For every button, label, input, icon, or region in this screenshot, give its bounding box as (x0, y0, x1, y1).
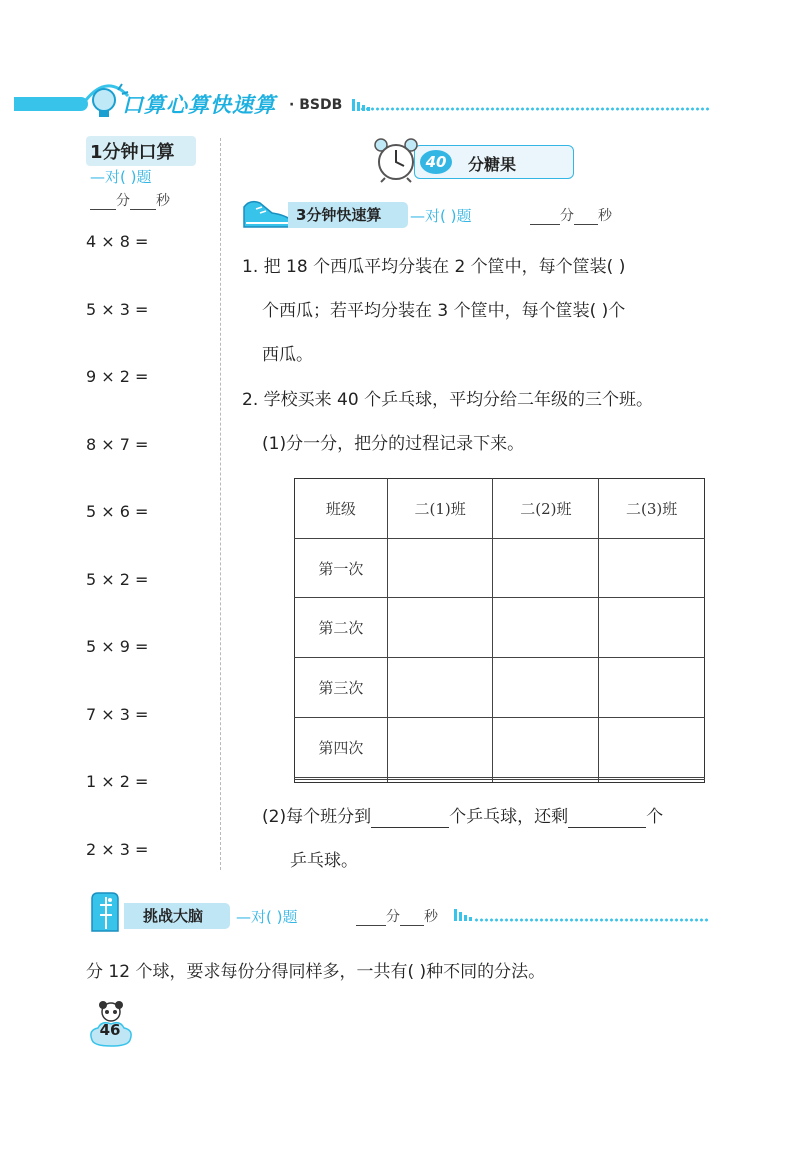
sub-2-text-c: 个 (646, 807, 664, 827)
seconds-label: 秒 (598, 208, 612, 224)
seconds-blank[interactable] (400, 925, 424, 926)
sneaker-icon (242, 193, 294, 231)
table-row-label: 第三次 (295, 658, 388, 718)
table-cell[interactable] (599, 538, 705, 598)
mental-math-problem[interactable]: 1 × 2 = (86, 772, 149, 791)
table-row-label[interactable] (295, 780, 388, 783)
section-score: —对( )题 (410, 207, 472, 225)
table-row-label: 第二次 (295, 598, 388, 658)
minutes-blank[interactable] (356, 925, 386, 926)
table-row (295, 598, 705, 658)
table-row (295, 538, 705, 598)
question-2-sub-2 (262, 806, 663, 828)
minutes-blank[interactable] (530, 224, 560, 225)
question-2-sub-2-line-2: 乒乓球。 (290, 851, 358, 871)
table-row (295, 780, 705, 783)
question-1-line-1[interactable]: 1. 把 18 个西瓜平均分装在 2 个筐中，每个筐装( ) (242, 257, 626, 277)
mental-math-problem[interactable]: 7 × 3 = (86, 704, 149, 724)
header-title: 口算心算快速算 (122, 93, 276, 117)
challenge-score: —对( )题 (236, 908, 298, 926)
left-panel-score: —对( )题 (90, 168, 152, 186)
section-time (530, 205, 612, 225)
minutes-label: 分 (116, 193, 130, 209)
left-panel-time (90, 190, 170, 210)
lesson-number-badge: 40 (420, 150, 452, 174)
mental-math-problem[interactable]: 2 × 3 = (86, 839, 149, 859)
mental-math-problem[interactable]: 4 × 8 = (86, 232, 149, 251)
lesson-title: 分糖果 (468, 155, 517, 174)
mental-math-list (86, 232, 196, 907)
table-header-cell: 二(1)班 (387, 479, 493, 539)
table-cell[interactable] (493, 780, 599, 783)
minutes-label: 分 (386, 909, 400, 925)
table-cell[interactable] (387, 780, 493, 783)
question-2-sub-1: (1)分一分，把分的过程记录下来。 (262, 434, 525, 454)
left-panel-title: 1分钟口算 (90, 142, 175, 163)
sub-2-text-b: 个乒乓球，还剩 (449, 807, 569, 827)
table-header-cell: 二(2)班 (493, 479, 599, 539)
bar-graph-icon (454, 907, 474, 921)
mental-math-problem[interactable]: 5 × 3 = (86, 299, 149, 319)
table-cell[interactable] (493, 658, 599, 718)
sub-2-text-a: (2)每个班分到 (262, 807, 372, 827)
challenge-title: 挑战大脑 (143, 907, 204, 925)
distribution-table (294, 478, 705, 783)
table-cell[interactable] (493, 598, 599, 658)
table-header-cell: 班级 (295, 479, 388, 539)
table-cell[interactable] (599, 780, 705, 783)
question-2-line-1: 2. 学校买来 40 个乒乓球，平均分给二年级的三个班。 (242, 390, 654, 410)
alarm-clock-icon (371, 136, 421, 184)
page-number: 46 (99, 1021, 121, 1039)
table-row (295, 658, 705, 718)
section-title: 3分钟快速算 (296, 206, 382, 224)
mental-math-problem[interactable]: 5 × 6 = (86, 502, 149, 521)
challenge-dotted-line (474, 918, 710, 922)
table-header-row (295, 479, 705, 539)
header-accent-bar (14, 97, 88, 111)
challenge-time (356, 906, 438, 926)
header-dotted-line (360, 107, 710, 111)
minutes-blank[interactable] (90, 209, 116, 210)
question-1-line-2[interactable]: 个西瓜；若平均分装在 3 个筐中，每个筐装( )个 (262, 301, 626, 321)
mental-math-problem[interactable]: 5 × 2 = (86, 569, 149, 589)
challenge-question[interactable]: 分 12 个球，要求每份分得同样多，一共有( )种不同的分法。 (86, 962, 546, 982)
table-cell[interactable] (387, 717, 493, 777)
table-cell[interactable] (599, 598, 705, 658)
seconds-blank[interactable] (574, 224, 598, 225)
mental-math-problem[interactable]: 9 × 2 = (86, 367, 149, 386)
column-divider (220, 138, 221, 870)
answer-blank-per-class[interactable] (371, 827, 449, 828)
table-row (295, 717, 705, 777)
seconds-label: 秒 (424, 909, 438, 925)
table-row-label: 第一次 (295, 538, 388, 598)
table-cell[interactable] (599, 717, 705, 777)
table-cell[interactable] (387, 538, 493, 598)
minutes-label: 分 (560, 208, 574, 224)
table-cell[interactable] (387, 598, 493, 658)
table-header-cell: 二(3)班 (599, 479, 705, 539)
answer-blank-remaining[interactable] (568, 827, 646, 828)
table-cell[interactable] (493, 538, 599, 598)
question-1-line-3: 西瓜。 (262, 345, 313, 365)
table-row-label: 第四次 (295, 717, 388, 777)
table-cell[interactable] (387, 658, 493, 718)
seconds-blank[interactable] (130, 209, 156, 210)
header-subtitle: · BSDB (289, 97, 343, 113)
mental-math-problem[interactable]: 8 × 7 = (86, 434, 149, 454)
table-cell[interactable] (599, 658, 705, 718)
seconds-label: 秒 (156, 193, 170, 209)
mental-math-problem[interactable]: 5 × 9 = (86, 637, 149, 656)
table-cell[interactable] (493, 717, 599, 777)
